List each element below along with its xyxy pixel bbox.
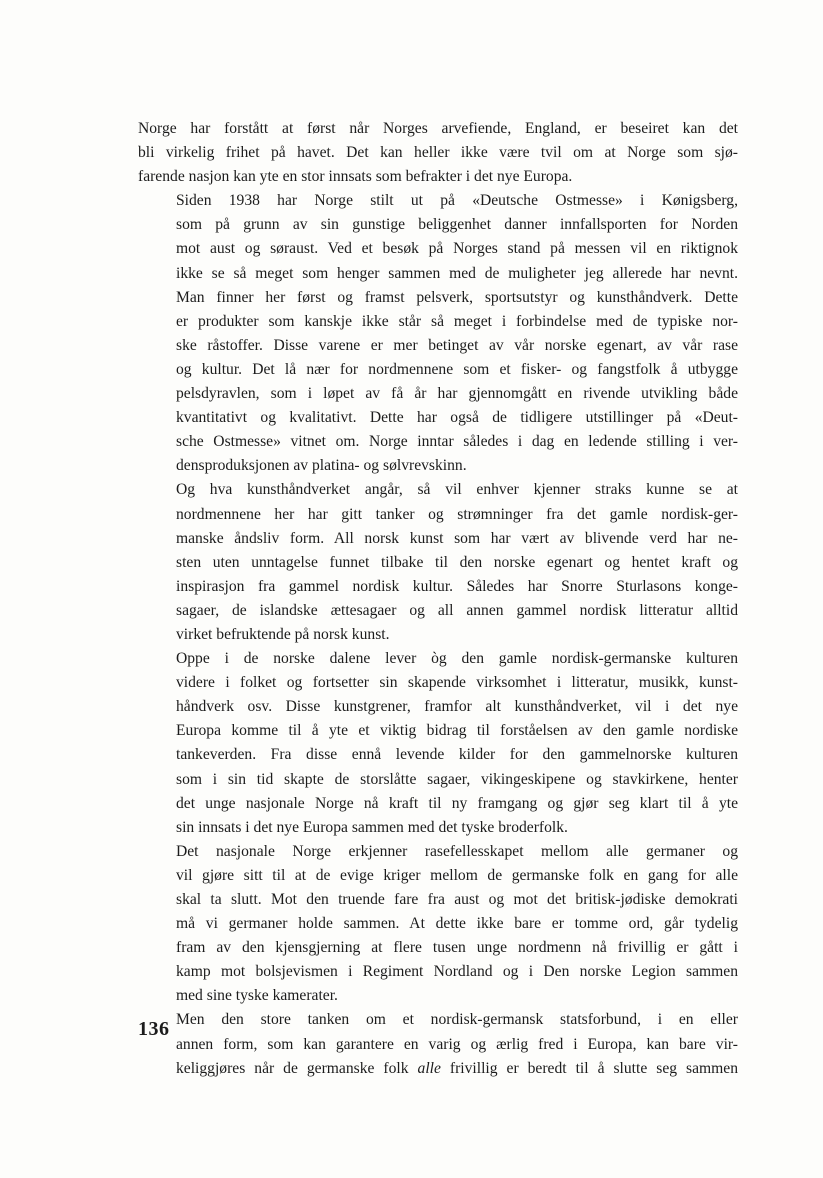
- text-run: frivillig er beredt til å slutte seg sammen: [440, 1059, 738, 1077]
- text-line: inspirasjon fra gammel nordisk kultur. Således har Snorre Sturlasons konge-: [176, 577, 738, 595]
- paragraph: [138, 117, 738, 189]
- text-line: videre i folket og fortsetter sin skapende virksomhet i litteratur, musikk, kunst-: [176, 674, 738, 692]
- text-line: bli virkelig frihet på havet. Det kan heller ikke være tvil om at Norge som sjø-: [138, 144, 738, 162]
- text-line: som i sin tid skapte de storslåtte sagaer, vikingeskipene og stavkirkene, henter: [176, 770, 738, 788]
- paragraph: [138, 1008, 738, 1080]
- text-line: pelsdyravlen, som i løpet av få år har gjennomgått en rivende utvikling både: [176, 385, 738, 403]
- text-line: nordmennene her har gitt tanker og strømninger fra det gamle nordisk-ger-: [176, 505, 738, 523]
- text-line: Norge har forstått at først når Norges arvefiende, England, er beseiret kan det: [138, 120, 738, 137]
- text-line: sagaer, de islandske ættesagaer og all annen gammel nordisk litteratur alltid: [176, 601, 738, 619]
- paragraph: [138, 840, 738, 1009]
- page-number: 136: [138, 1018, 170, 1040]
- paragraph: [138, 478, 738, 647]
- text-line: er produkter som kanskje ikke står så meget i forbindelse med de typiske nor-: [176, 312, 738, 330]
- text-line: sten uten unntagelse funnet tilbake til den norske egenart og hentet kraft og: [176, 553, 738, 571]
- text-line: densproduksjonen av platina- og sølvrevskinn.: [176, 457, 467, 475]
- text-line: Oppe i de norske dalene lever òg den gamle nordisk-germanske kulturen: [176, 650, 738, 668]
- text-line: farende nasjon kan yte en stor innsats som befrakter i det nye Europa.: [138, 168, 573, 186]
- text-line: kvantitativt og kvalitativt. Dette har også de tidligere utstillinger på «Deut-: [176, 409, 738, 427]
- text-line: mot aust og søraust. Ved et besøk på Norges stand på messen vil en riktignok: [176, 240, 738, 258]
- text-line: Man finner her først og framst pelsverk, sportsutstyr og kunsthåndverk. Dette: [176, 288, 738, 306]
- text-line: må vi germaner holde sammen. At dette ikke bare er tomme ord, går tydelig: [176, 915, 738, 933]
- text-line: håndverk osv. Disse kunstgrener, framfor alt kunsthåndverket, vil i det nye: [176, 698, 738, 716]
- text-line: skal ta slutt. Mot den truende fare fra aust og mot det britisk-jødiske demokrati: [176, 891, 738, 908]
- text-line: kamp mot bolsjevismen i Regiment Nordland og i Den norske Legion sammen: [176, 963, 738, 981]
- text-line: Siden 1938 har Norge stilt ut på «Deutsche Ostmesse» i Kønigsberg,: [176, 192, 738, 210]
- text-line: Og hva kunsthåndverket angår, så vil enhver kjenner straks kunne se at: [176, 481, 738, 499]
- text-line: manske åndsliv form. All norsk kunst som har vært av blivende verd har ne-: [176, 529, 738, 547]
- text-line: annen form, som kan garantere en varig og ærlig fred i Europa, kan bare vir-: [176, 1035, 738, 1053]
- text-line: sche Ostmesse» vitnet om. Norge inntar således i dag en ledende stilling i ver-: [176, 433, 738, 451]
- body-text: [138, 117, 738, 1081]
- text-line: [138, 1057, 738, 1081]
- text-line: virket befruktende på norsk kunst.: [176, 625, 390, 643]
- text-line: Det nasjonale Norge erkjenner rasefellesskapet mellom alle germaner og: [176, 842, 738, 860]
- text-line: det unge nasjonale Norge nå kraft til ny framgang og gjør seg klart til å yte: [176, 794, 738, 812]
- text-line: Men den store tanken om et nordisk-germansk statsforbund, i en eller: [176, 1011, 738, 1029]
- text-line: som på grunn av sin gunstige beliggenhet danner innfallsporten for Norden: [176, 216, 738, 234]
- text-line: ikke se så meget som henger sammen med de muligheter jeg allerede har nevnt.: [176, 264, 738, 282]
- paragraph: [138, 189, 738, 478]
- text-line: med sine tyske kamerater.: [176, 987, 338, 1005]
- text-line: ske råstoffer. Disse varene er mer betinget av vår norske egenart, av vår rase: [176, 336, 738, 354]
- text-line: Europa komme til å yte et viktig bidrag til forståelsen av den gamle nordiske: [176, 722, 738, 740]
- text-line: tankeverden. Fra disse ennå levende kilder for den gammelnorske kulturen: [176, 746, 738, 764]
- text-line: fram av den kjensgjerning at flere tusen unge nordmenn nå frivillig er gått i: [176, 939, 738, 957]
- text-line: og kultur. Det lå nær for nordmennene som et fisker- og fangstfolk å utbygge: [176, 360, 738, 378]
- paragraph: [138, 647, 738, 840]
- text-line: vil gjøre sitt til at de evige kriger mellom de germanske folk en gang for alle: [176, 866, 738, 884]
- text-run: keliggjøres når de germanske folk: [176, 1059, 418, 1077]
- text-line: sin innsats i det nye Europa sammen med det tyske broderfolk.: [176, 818, 568, 836]
- emphasized-word: alle: [417, 1059, 441, 1077]
